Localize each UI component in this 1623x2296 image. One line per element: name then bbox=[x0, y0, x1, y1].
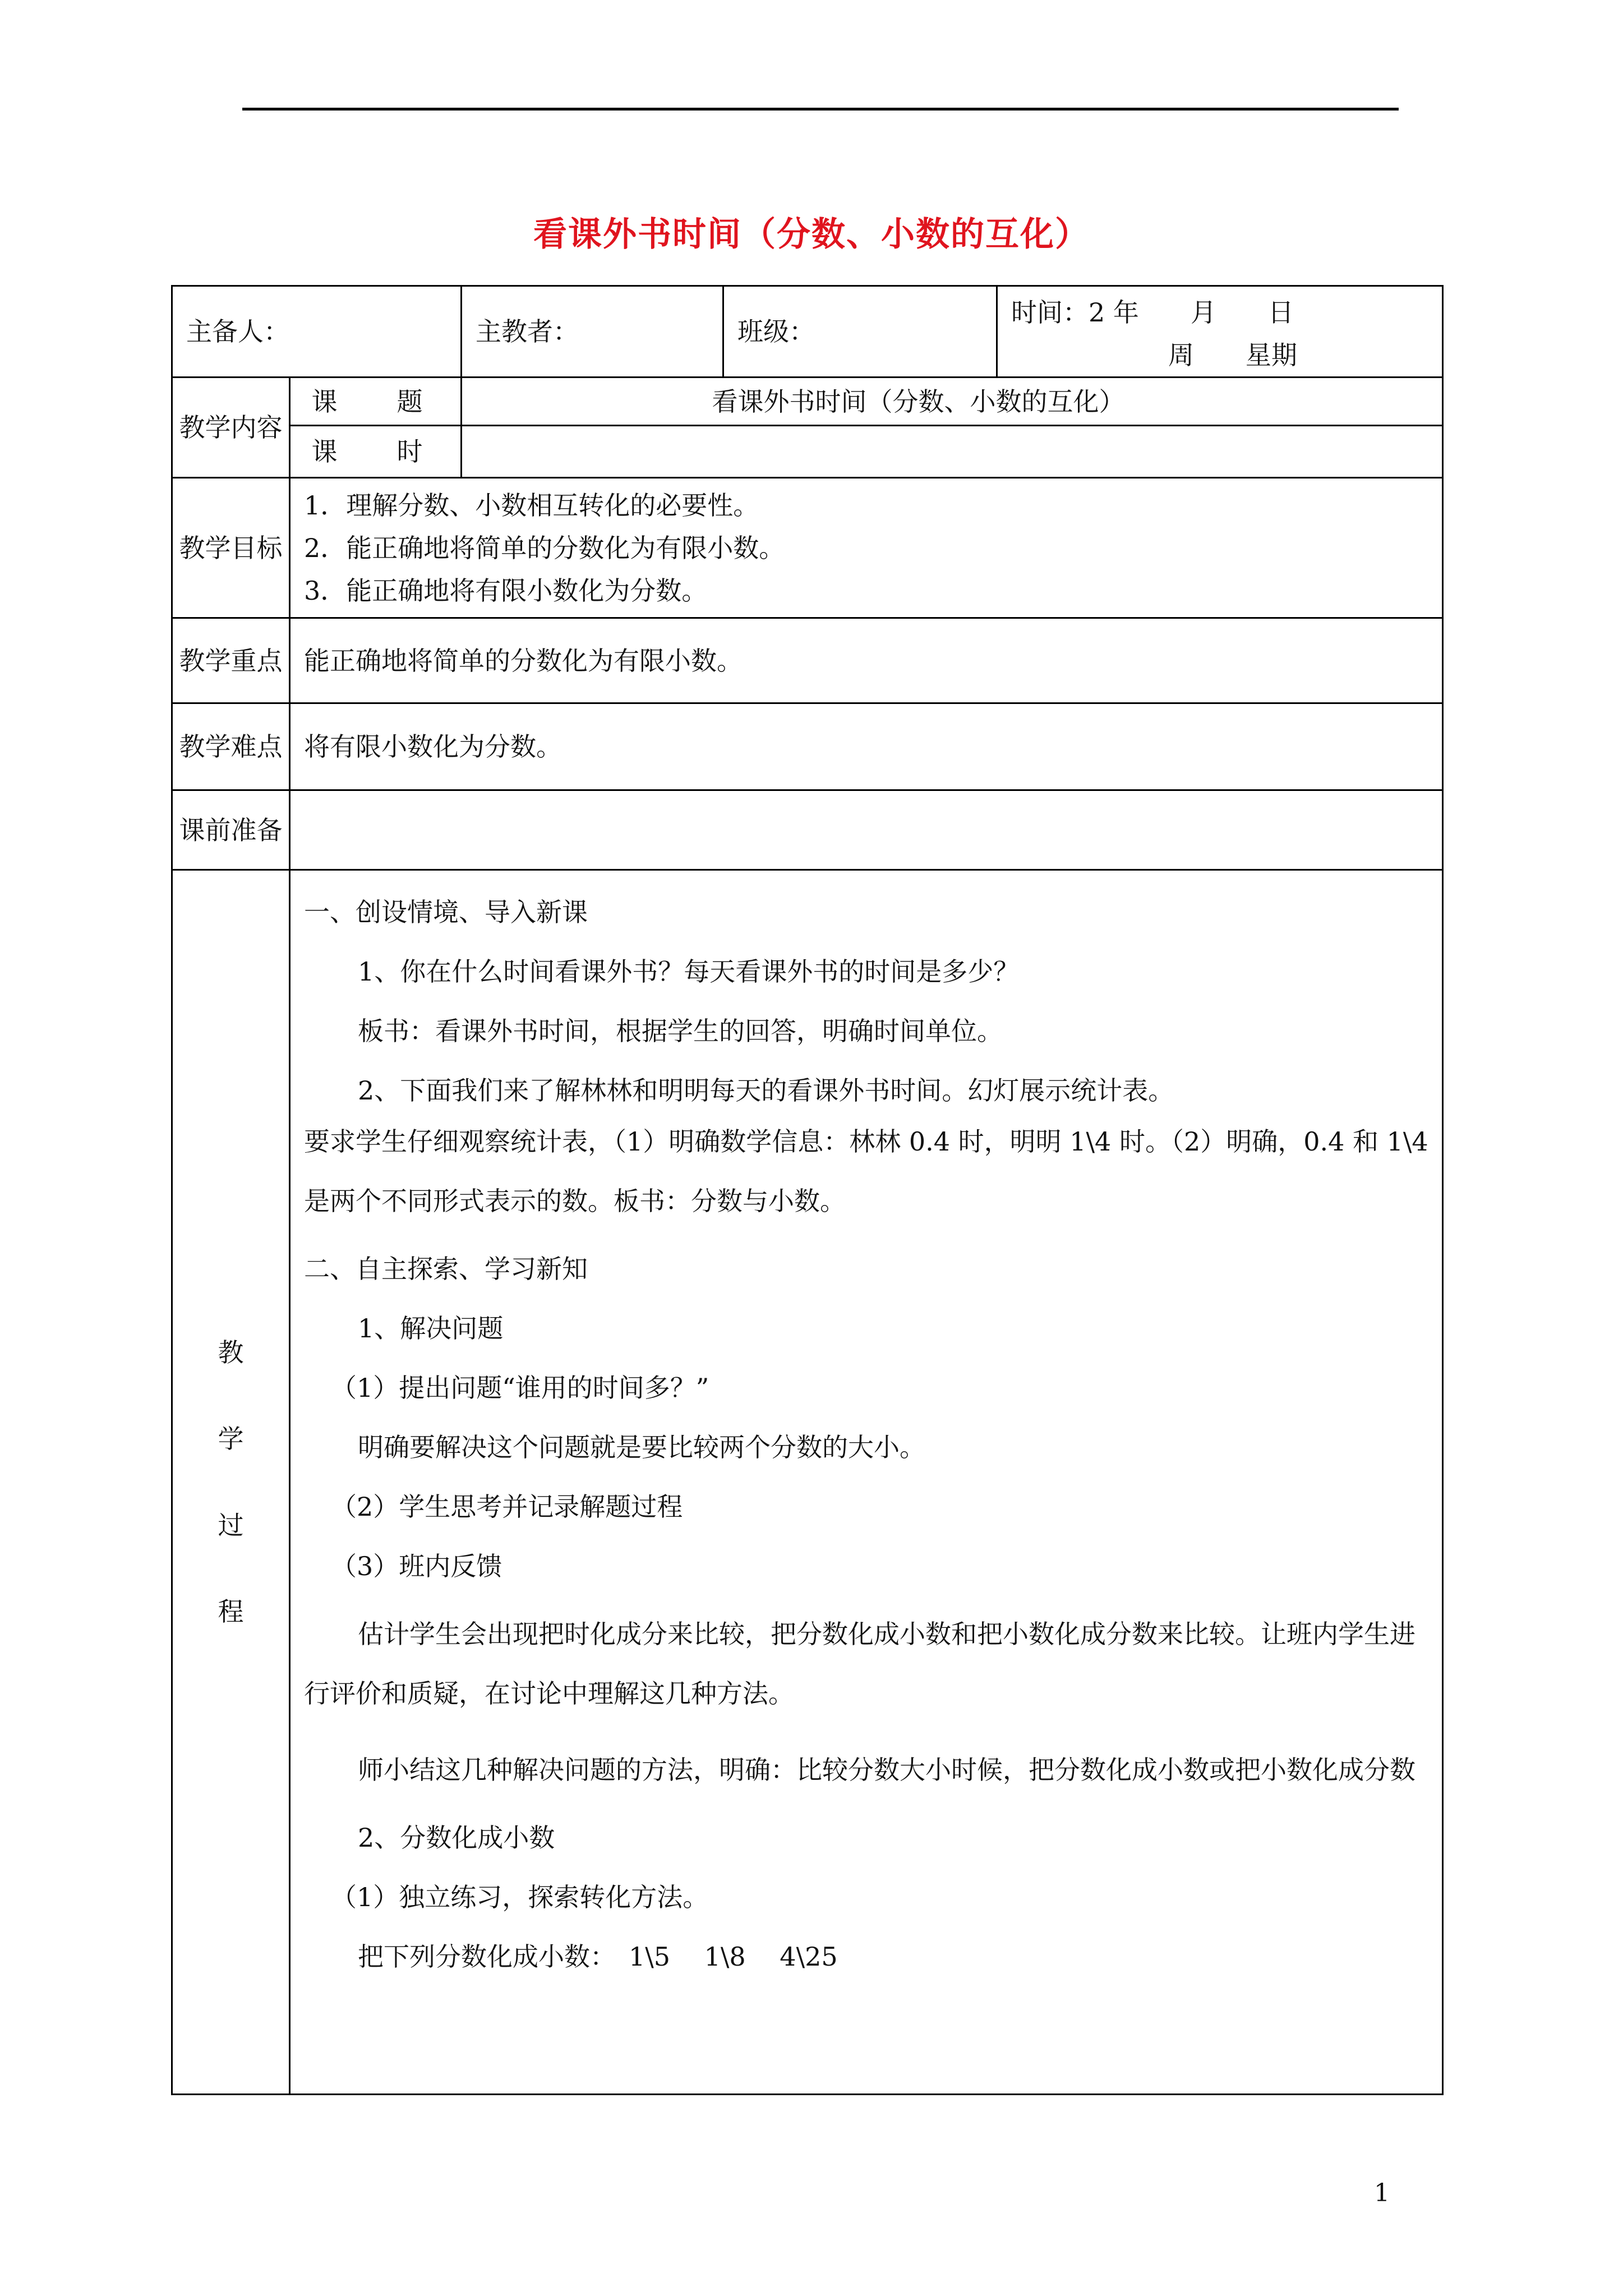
key-point-label: 教学重点 bbox=[172, 618, 290, 703]
header-row bbox=[172, 286, 1443, 378]
document-title: 看课外书时间（分数、小数的互化） bbox=[533, 215, 1090, 254]
difficulty-label: 教学难点 bbox=[172, 703, 290, 790]
goal-item: 2．能正确地将简单的分数化为有限小数。 bbox=[304, 532, 785, 563]
lesson-plan-table bbox=[171, 285, 1444, 2095]
process-paragraph: （2）学生思考并记录解题过程 bbox=[331, 1492, 683, 1522]
content-label: 教学内容 bbox=[172, 378, 290, 478]
process-content bbox=[290, 870, 1443, 2095]
class-cell: 班级： bbox=[723, 286, 997, 378]
preparation-text bbox=[290, 790, 1443, 870]
process-paragraph: 明确要解决这个问题就是要比较两个分数的大小。 bbox=[358, 1432, 925, 1462]
process-label-char: 学 bbox=[218, 1424, 244, 1454]
process-paragraph: 估计学生会出现把时化成分来比较，把分数化成小数和把小数化成分数来比较。让班内学生进行评价和质疑，在讨论中理解这几种方法。 bbox=[304, 1619, 1415, 1709]
goals-row bbox=[172, 478, 1443, 618]
key-point-row bbox=[172, 618, 1443, 703]
header-rule bbox=[242, 108, 1399, 111]
process-label-char: 程 bbox=[218, 1596, 244, 1627]
topic-row bbox=[172, 378, 1443, 426]
topic-label: 课 题 bbox=[290, 378, 462, 426]
process-label-char: 过 bbox=[218, 1510, 244, 1540]
weekday-line: 周 星期 bbox=[1168, 340, 1297, 370]
difficulty-row bbox=[172, 703, 1443, 790]
date-cell bbox=[997, 286, 1443, 378]
process-paragraph: 1、解决问题 bbox=[358, 1313, 504, 1343]
process-paragraph: （1）独立练习，探索转化方法。 bbox=[331, 1882, 709, 1912]
process-label-char: 教 bbox=[218, 1337, 244, 1368]
process-paragraph: （3）班内反馈 bbox=[331, 1551, 502, 1581]
process-row bbox=[172, 870, 1443, 2095]
page-number: 1 bbox=[1374, 2179, 1390, 2207]
preparation-row bbox=[172, 790, 1443, 870]
preparation-label: 课前准备 bbox=[172, 790, 290, 870]
date-line: 时间：2 年 月 日 bbox=[1011, 297, 1294, 328]
goals-list bbox=[290, 478, 1443, 618]
goals-label: 教学目标 bbox=[172, 478, 290, 618]
process-paragraph: 板书：看课外书时间，根据学生的回答，明确时间单位。 bbox=[358, 1016, 1003, 1046]
process-paragraph: 2、下面我们来了解林林和明明每天的看课外书时间。幻灯展示统计表。 bbox=[358, 1075, 1174, 1106]
process-paragraph: 要求学生仔细观察统计表，（1）明确数学信息：林林 0.4 时，明明 1\4 时。（2）明确，0.4 和 1\4 是两个不同形式表示的数。板书：分数与小数。 bbox=[304, 1126, 1428, 1216]
goal-item: 1．理解分数、小数相互转化的必要性。 bbox=[304, 490, 759, 521]
process-paragraph: 1、你在什么时间看课外书？每天看课外书的时间是多少？ bbox=[358, 956, 1020, 987]
process-paragraph: 2、分数化成小数 bbox=[358, 1823, 555, 1853]
section-heading: 二、自主探索、学习新知 bbox=[304, 1254, 588, 1284]
process-label bbox=[172, 870, 290, 2095]
preparer-cell: 主备人： bbox=[172, 286, 462, 378]
section-heading: 一、创设情境、导入新课 bbox=[304, 897, 588, 927]
period-label: 课 时 bbox=[290, 426, 462, 478]
period-value bbox=[462, 426, 1443, 478]
topic-value: 看课外书时间（分数、小数的互化） bbox=[462, 378, 1443, 426]
key-point-text: 能正确地将简单的分数化为有限小数。 bbox=[290, 618, 1443, 703]
process-paragraph: （1）提出问题“谁用的时间多？” bbox=[331, 1373, 709, 1403]
process-paragraph: 把下列分数化成小数： 1\5 1\8 4\25 bbox=[358, 1941, 838, 1972]
difficulty-text: 将有限小数化为分数。 bbox=[290, 703, 1443, 790]
period-row bbox=[172, 426, 1443, 478]
goal-item: 3．能正确地将有限小数化为分数。 bbox=[304, 575, 708, 606]
process-paragraph: 师小结这几种解决问题的方法，明确：比较分数大小时候，把分数化成小数或把小数化成分数 bbox=[358, 1755, 1415, 1785]
teacher-cell: 主教者： bbox=[462, 286, 723, 378]
